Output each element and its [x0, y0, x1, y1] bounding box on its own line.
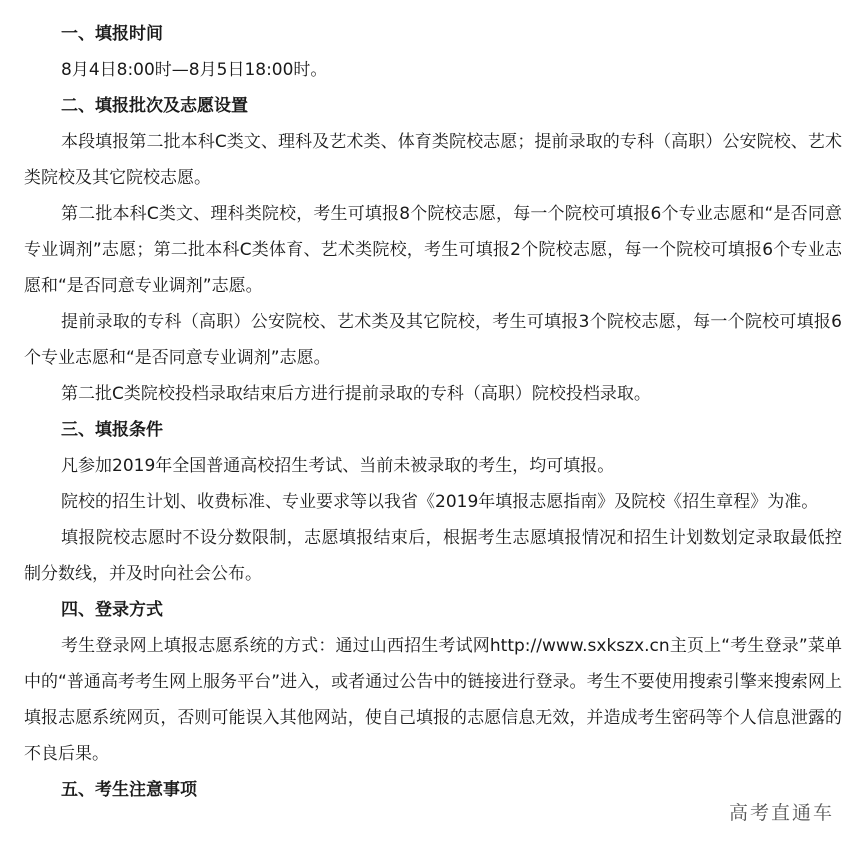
paragraph: 考生登录网上填报志愿系统的方式：通过山西招生考试网http://www.sxkszx.cn主页上“考生登录”菜单中的“普通高考考生网上服务平台”进入，或者通过公告中的链接进行登录。考生不要使用搜索引擎来搜索网上填报志愿系统网页，否则可能误入其他网站，使自己填报的志愿信息无效，并造成考生密码等个人信息泄露的不良后果。 [24, 636, 842, 764]
watermark: 高考直通车 [728, 802, 834, 824]
paragraph: 凡参加2019年全国普通高校招生考试、当前未被录取的考生，均可填报。 [61, 456, 615, 476]
section-conditions [24, 412, 842, 592]
section-heading: 三、填报条件 [61, 420, 163, 440]
section-heading: 五、考生注意事项 [61, 780, 197, 800]
document-body [24, 16, 842, 808]
section-batch-settings [24, 88, 842, 412]
paragraph: 填报院校志愿时不设分数限制，志愿填报结束后，根据考生志愿填报情况和招生计划数划定录取最低控制分数线，并及时向社会公布。 [24, 528, 842, 584]
section-heading: 四、登录方式 [61, 600, 163, 620]
section-login-method [24, 592, 842, 772]
section-heading: 二、填报批次及志愿设置 [61, 96, 248, 116]
section-heading: 一、填报时间 [61, 24, 163, 44]
section-notes [24, 772, 842, 808]
paragraph: 第二批C类院校投档录取结束后方进行提前录取的专科（高职）院校投档录取。 [61, 384, 651, 404]
paragraph: 本段填报第二批本科C类文、理科及艺术类、体育类院校志愿；提前录取的专科（高职）公安院校、艺术类院校及其它院校志愿。 [24, 132, 842, 188]
paragraph: 第二批本科C类文、理科类院校，考生可填报8个院校志愿，每一个院校可填报6个专业志愿和“是否同意专业调剂”志愿；第二批本科C类体育、艺术类院校，考生可填报2个院校志愿，每一个院校可填报6个专业志愿和“是否同意专业调剂”志愿。 [24, 204, 842, 296]
section-fill-time [24, 16, 842, 88]
paragraph: 8月4日8:00时—8月5日18:00时。 [61, 60, 328, 80]
paragraph: 提前录取的专科（高职）公安院校、艺术类及其它院校，考生可填报3个院校志愿，每一个院校可填报6个专业志愿和“是否同意专业调剂”志愿。 [24, 312, 842, 368]
paragraph: 院校的招生计划、收费标准、专业要求等以我省《2019年填报志愿指南》及院校《招生章程》为准。 [61, 492, 819, 512]
